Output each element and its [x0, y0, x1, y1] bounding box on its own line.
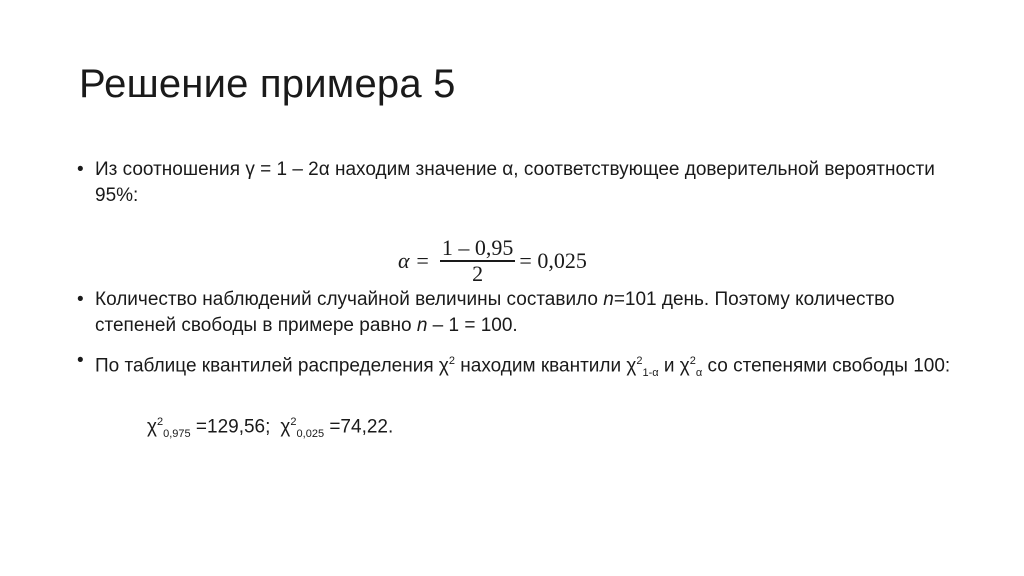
superscript: 2: [156, 416, 164, 428]
bullet-item-2: [77, 287, 957, 339]
variable-n: n: [416, 315, 428, 336]
formula-rhs: = 0,025: [519, 247, 587, 273]
chi-square-results: [147, 409, 393, 447]
text-run: – 1 = 100.: [427, 315, 518, 336]
chi-value-2: =74,22.: [324, 416, 394, 438]
formula-numerator: 1 – 0,95: [441, 235, 514, 260]
bullet-item-3: [77, 348, 957, 386]
text-run: По таблице квантилей распределения χ: [95, 355, 449, 377]
superscript: 2: [448, 355, 455, 367]
text-run: и χ: [658, 355, 690, 377]
bullet-item-1: [77, 157, 957, 209]
superscript: 2: [636, 355, 643, 367]
bullet-marker: •: [77, 350, 84, 371]
bullet-text: Из соотношения γ = 1 – 2α находим значение α, соответствующее доверительной вероятности 95%:: [95, 159, 935, 206]
text-run: Количество наблюдений случайной величины составило: [95, 289, 604, 310]
text-run: находим квантили χ: [455, 355, 637, 377]
bullet-marker: •: [77, 289, 84, 310]
bullet-marker: •: [77, 159, 84, 180]
formula-denominator: 2: [472, 260, 484, 286]
superscript: 2: [290, 416, 297, 428]
text-run: со степенями свободы 100:: [702, 355, 951, 377]
alpha-formula: [398, 236, 587, 286]
subscript: 0,975: [163, 428, 191, 441]
formula-fraction: [440, 236, 516, 286]
superscript: 2: [689, 355, 696, 367]
bullet-text: [95, 287, 957, 339]
chi-value-1: =129,56;: [190, 416, 271, 438]
chi-symbol: χ: [280, 416, 291, 438]
chi-symbol: χ: [147, 416, 157, 438]
text-run: =101 день. Поэтому количество степеней свободы в примере равно: [95, 289, 895, 336]
subscript: α: [695, 367, 703, 380]
subscript: 0,025: [296, 428, 325, 441]
subscript: 1-α: [642, 367, 659, 380]
bullet-text: [95, 348, 957, 386]
formula-lhs: α =: [398, 247, 430, 273]
variable-n: n: [603, 289, 614, 310]
slide-title: Решение примера 5: [79, 62, 456, 106]
